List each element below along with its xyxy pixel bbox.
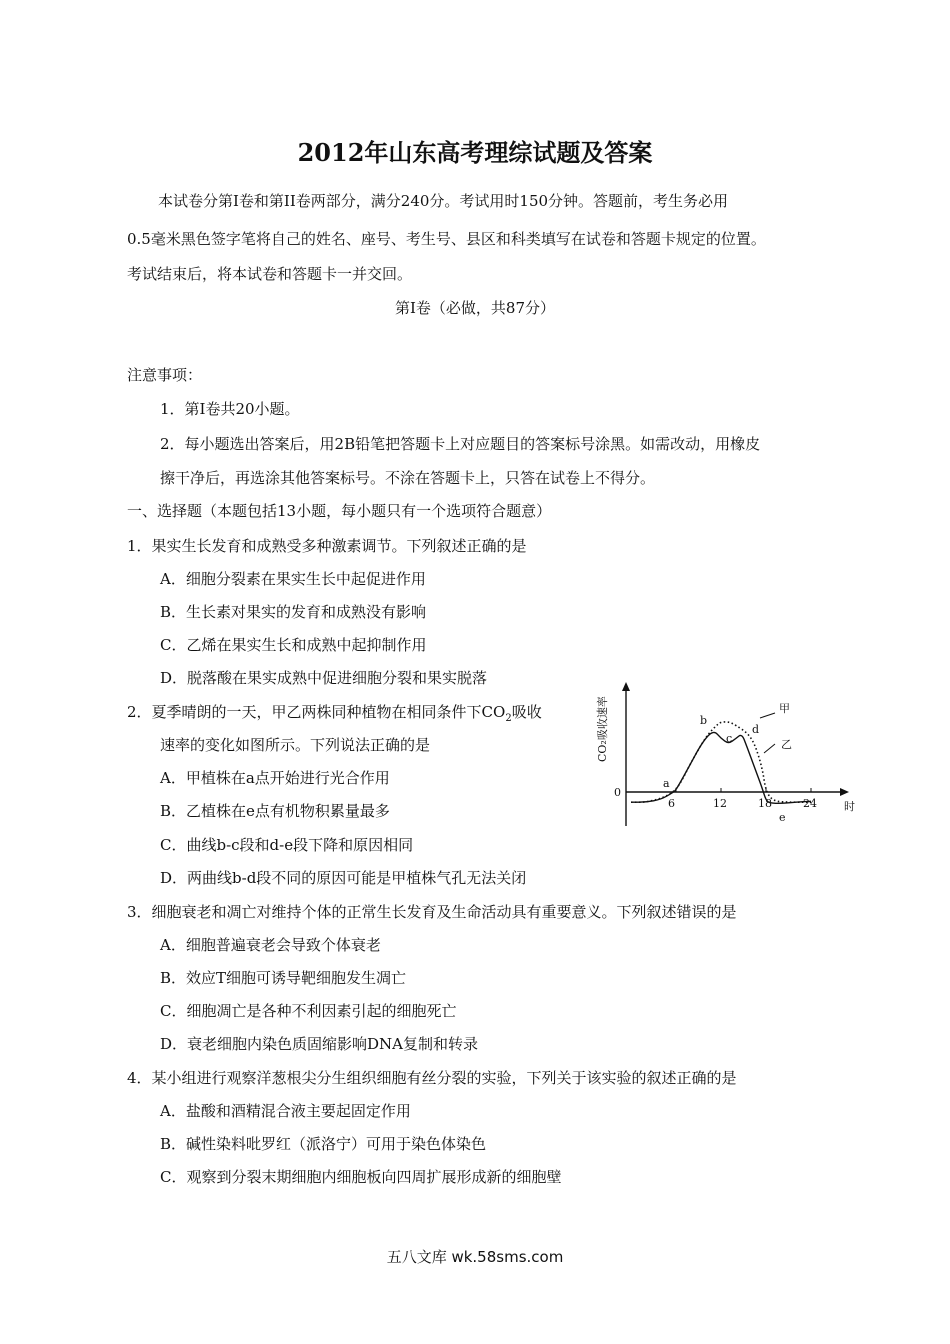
x-tick-label-0: 0 (614, 786, 621, 799)
note-2b: 擦干净后，再选涂其他答案标号。不涂在答题卡上，只答在试卷上不得分。 (160, 469, 656, 487)
q2-stem-b: 吸收 (511, 703, 542, 721)
q2-stem-sub: 2 (505, 713, 512, 724)
point-label-a: a (663, 777, 670, 790)
point-label-d: d (752, 723, 760, 736)
x-tick-label-18: 18 (758, 797, 772, 810)
part-heading: 一、选择题（本题包括13小题，每小题只有一个选项符合题意） (127, 502, 552, 520)
point-label-b: b (700, 714, 708, 727)
section-heading: 第I卷（必做，共87分） (394, 299, 555, 317)
q2-option-a: A．甲植株在a点开始进行光合作用 (160, 769, 390, 787)
q3-stem: 3．细胞衰老和凋亡对维持个体的正常生长发育及生命活动具有重要意义。下列叙述错误的是 (127, 903, 737, 921)
x-axis-arrow (840, 788, 849, 796)
q2-option-b: B．乙植株在e点有机物积累量最多 (160, 802, 390, 820)
q4-option-a: A．盐酸和酒精混合液主要起固定作用 (160, 1102, 411, 1120)
point-label-e: e (779, 811, 786, 824)
q2-option-d: D．两曲线b-d段不同的原因可能是甲植株气孔无法关闭 (160, 869, 527, 887)
y-axis-label: CO₂吸收速率 (596, 696, 609, 762)
y-axis-arrow (622, 682, 630, 691)
q2-stem-2: 速率的变化如图所示。下列说法正确的是 (160, 736, 431, 754)
q3-option-b: B．效应T细胞可诱导靶细胞发生凋亡 (160, 969, 407, 987)
q1-option-d: D．脱落酸在果实成熟中促进细胞分裂和果实脱落 (160, 669, 488, 687)
co2-absorption-chart (596, 680, 855, 828)
q4-stem: 4．某小组进行观察洋葱根尖分生组织细胞有丝分裂的实验，下列关于该实验的叙述正确的是 (127, 1069, 737, 1087)
series-label-jia: 甲 (779, 702, 790, 715)
q2-stem (127, 701, 542, 730)
note-2a: 2．每小题选出答案后，用2B铅笔把答题卡上对应题目的答案标号涂黑。如需改动，用橡皮 (160, 435, 761, 453)
series-label-yi: 乙 (781, 738, 792, 751)
page-title: 2012年山东高考理综试题及答案 (297, 138, 653, 167)
q1-option-b: B．生长素对果实的发育和成熟没有影响 (160, 603, 427, 621)
footer-watermark: 五八文库 wk.58sms.com (386, 1248, 564, 1266)
intro-line-3: 考试结束后，将本试卷和答题卡一并交回。 (127, 265, 413, 283)
label-leader-yi (764, 744, 775, 753)
q1-option-a: A．细胞分裂素在果实生长中起促进作用 (160, 570, 426, 588)
q4-option-b: B．碱性染料吡罗红（派洛宁）可用于染色体染色 (160, 1135, 487, 1153)
q3-option-a: A．细胞普遍衰老会导致个体衰老 (160, 936, 381, 954)
q2-stem-a: 2．夏季晴朗的一天，甲乙两株同种植物在相同条件下CO (127, 703, 506, 721)
x-tick-label-24: 24 (803, 797, 817, 810)
notes-heading: 注意事项： (127, 366, 203, 384)
intro-line-1: 本试卷分第I卷和第II卷两部分，满分240分。考试用时150分钟。答题前，考生务必用 (158, 192, 729, 210)
x-tick-label-6: 6 (668, 797, 675, 810)
q2-option-c: C．曲线b-c段和d-e段下降和原因相同 (160, 836, 414, 854)
note-1: 1．第I卷共20小题。 (160, 400, 300, 418)
label-leader-jia (760, 713, 775, 718)
x-tick-label-12: 12 (713, 797, 727, 810)
intro-line-2: 0.5毫米黑色签字笔将自己的姓名、座号、考生号、县区和科类填写在试卷和答题卡规定的位置。 (127, 230, 766, 248)
point-label-c: c (726, 732, 733, 745)
q1-option-c: C．乙烯在果实生长和成熟中起抑制作用 (160, 636, 427, 654)
q4-option-c: C．观察到分裂末期细胞内细胞板向四周扩展形成新的细胞壁 (160, 1168, 562, 1186)
q1-stem: 1．果实生长发育和成熟受多种激素调节。下列叙述正确的是 (127, 537, 527, 555)
x-axis-label: 时 (844, 800, 855, 813)
q3-option-d: D．衰老细胞内染色质固缩影响DNA复制和转录 (160, 1035, 479, 1053)
q3-option-c: C．细胞凋亡是各种不利因素引起的细胞死亡 (160, 1002, 457, 1020)
